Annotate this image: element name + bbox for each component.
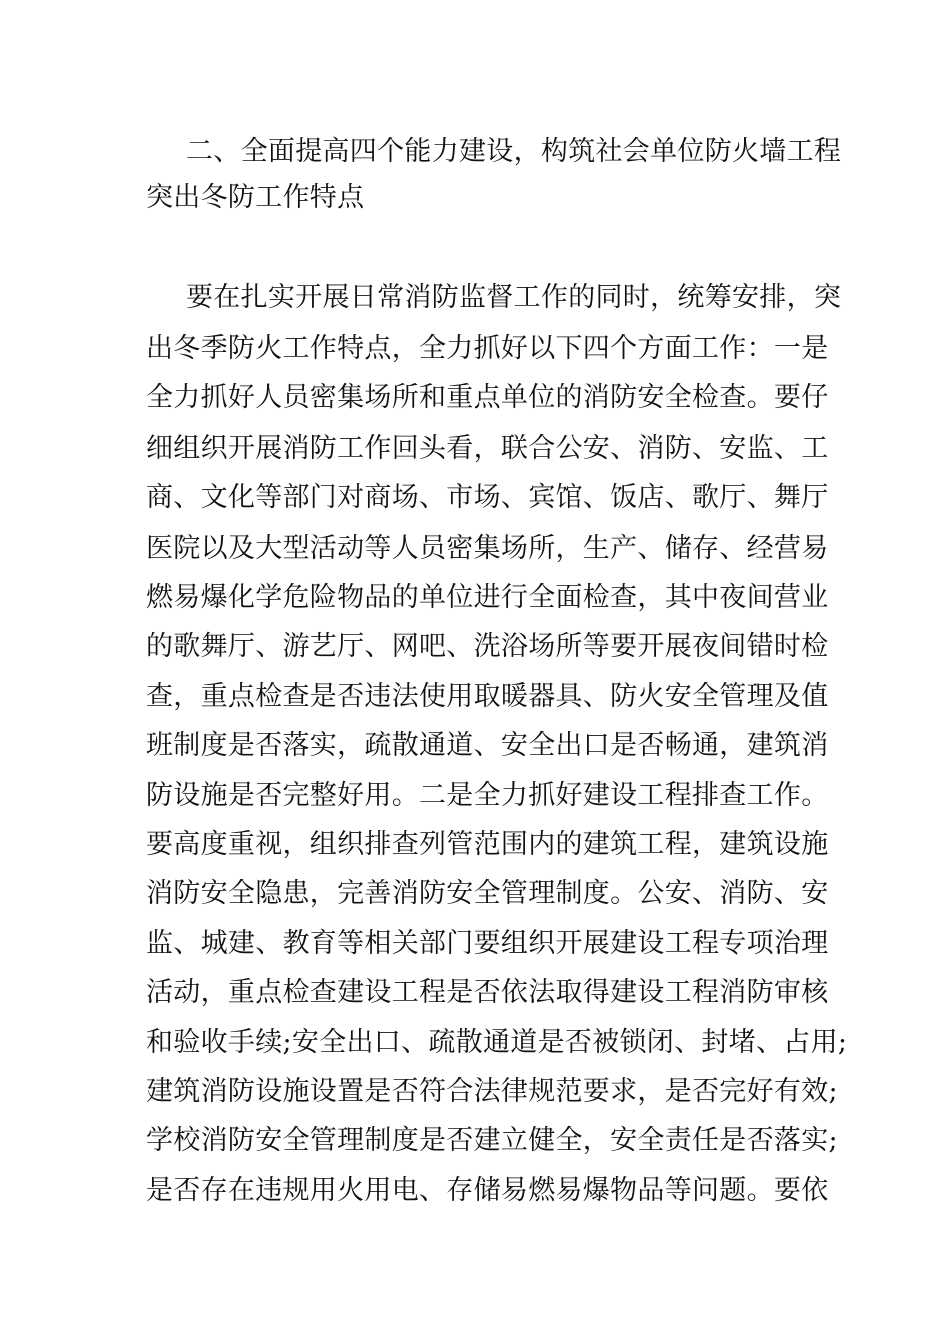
body-line-8: 的歌舞厅、游艺厅、网吧、洗浴场所等要开展夜间错时检 bbox=[146, 631, 829, 662]
body-line-18: 学校消防安全管理制度是否建立健全，安全责任是否落实; bbox=[146, 1125, 838, 1156]
body-line-17: 建筑消防设施设置是否符合法律规范要求，是否完好有效; bbox=[146, 1076, 838, 1107]
body-line-10: 班制度是否落实，疏散通道、安全出口是否畅通，建筑消 bbox=[146, 730, 829, 761]
body-line-11: 防设施是否完整好用。二是全力抓好建设工程排查工作。 bbox=[146, 780, 829, 811]
body-line-3: 全力抓好人员密集场所和重点单位的消防安全检查。要仔 bbox=[146, 382, 829, 413]
body-line-7: 燃易爆化学危险物品的单位进行全面检查，其中夜间营业 bbox=[146, 582, 829, 613]
body-line-16: 和验收手续;安全出口、疏散通道是否被锁闭、封堵、占用; bbox=[146, 1027, 848, 1058]
body-line-2: 出冬季防火工作特点，全力抓好以下四个方面工作：一是 bbox=[146, 333, 829, 364]
body-line-14: 监、城建、教育等相关部门要组织开展建设工程专项治理 bbox=[146, 928, 829, 959]
heading-line-2: 突出冬防工作特点 bbox=[146, 182, 365, 213]
heading-line-1: 二、全面提高四个能力建设，构筑社会单位防火墙工程 bbox=[186, 136, 842, 167]
body-line-6: 医院以及大型活动等人员密集场所，生产、储存、经营易 bbox=[146, 533, 829, 564]
body-line-12: 要高度重视，组织排查列管范围内的建筑工程，建筑设施 bbox=[146, 829, 829, 860]
body-line-1: 要在扎实开展日常消防监督工作的同时，统筹安排，突 bbox=[186, 282, 842, 313]
body-line-4: 细组织开展消防工作回头看，联合公安、消防、安监、工 bbox=[146, 433, 829, 464]
body-line-13: 消防安全隐患，完善消防安全管理制度。公安、消防、安 bbox=[146, 878, 829, 909]
body-line-9: 查，重点检查是否违法使用取暖器具、防火安全管理及值 bbox=[146, 681, 829, 712]
body-line-19: 是否存在违规用火用电、存储易燃易爆物品等问题。要依 bbox=[146, 1175, 829, 1206]
body-line-15: 活动，重点检查建设工程是否依法取得建设工程消防审核 bbox=[146, 977, 829, 1008]
body-line-5: 商、文化等部门对商场、市场、宾馆、饭店、歌厅、舞厅 bbox=[146, 482, 829, 513]
